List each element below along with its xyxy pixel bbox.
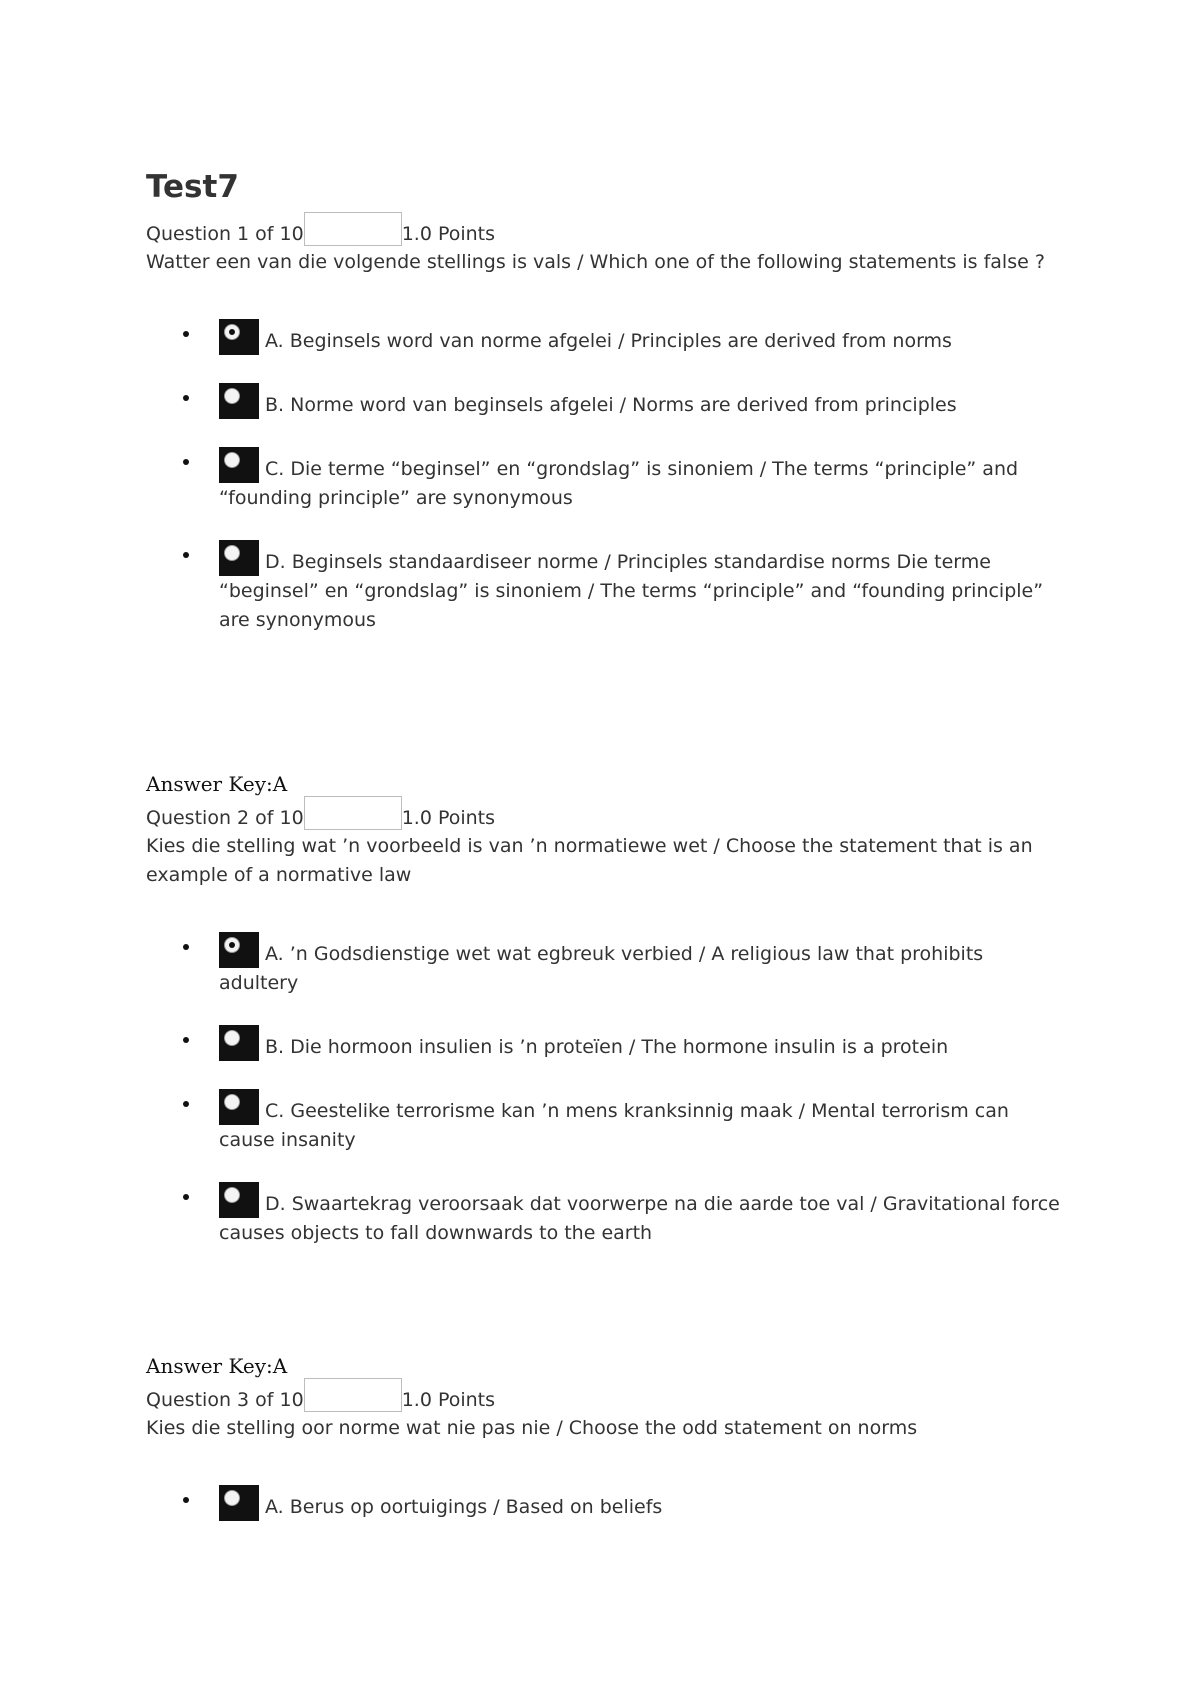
answer-option [146,932,1066,998]
question-number: Question 2 of 10 [146,807,304,829]
answer-option [146,540,1066,635]
answer-key: Answer Key:A [146,1354,288,1378]
answer-options [146,1485,1066,1522]
question-text: Kies die stelling wat ’n voorbeeld is van ’n normatiewe wet / Choose the statement that is an example of a normative law [146,835,1033,886]
answer-options [146,319,1066,635]
answer-option [146,1485,1066,1522]
answer-option [146,1089,1066,1155]
bullet-icon [183,1194,189,1200]
radio-icon[interactable] [219,383,259,419]
answer-option [146,383,1066,420]
page-title: Test7 [146,169,239,205]
bullet-icon [183,944,189,950]
radio-icon[interactable] [219,540,259,576]
question-points: 1.0 Points [401,1389,496,1411]
bullet-icon [183,331,189,337]
option-text: D. Swaartekrag veroorsaak dat voorwerpe na die aarde toe val / Gravitational force causes objects to fall downwards to the earth [219,1193,1060,1244]
radio-icon[interactable] [219,1025,259,1061]
question-block [146,766,1066,1248]
question-meta [146,212,1066,246]
option-text: C. Die terme “beginsel” en “grondslag” is sinoniem / The terms “principle” and “founding principle” are synonymous [219,458,1019,509]
bullet-icon [183,1037,189,1043]
question-number: Question 3 of 10 [146,1389,304,1411]
answer-option [146,319,1066,356]
option-text: C. Geestelike terrorisme kan ’n mens kranksinnig maak / Mental terrorism can cause insanity [219,1100,1009,1151]
option-text: A. Beginsels word van norme afgelei / Principles are derived from norms [265,330,952,352]
bullet-icon [183,459,189,465]
question-points: 1.0 Points [401,223,496,245]
question-block [146,1348,1066,1522]
option-text: A. Berus op oortuigings / Based on beliefs [265,1496,663,1518]
bullet-icon [183,395,189,401]
question-text: Kies die stelling oor norme wat nie pas nie / Choose the odd statement on norms [146,1417,918,1439]
radio-icon[interactable] [219,1182,259,1218]
radio-icon[interactable] [219,1089,259,1125]
option-text: B. Die hormoon insulien is ’n proteïen / The hormone insulin is a protein [265,1036,949,1058]
points-input-box[interactable] [304,796,402,830]
question-meta [146,796,1066,830]
bullet-icon [183,552,189,558]
answer-options [146,932,1066,1248]
radio-icon[interactable] [219,1485,259,1521]
question-text: Watter een van die volgende stellings is vals / Which one of the following statements is false ? [146,251,1045,273]
answer-option [146,1025,1066,1062]
answer-option [146,1182,1066,1248]
radio-icon[interactable] [219,447,259,483]
answer-key: Answer Key:A [146,772,288,796]
option-text: B. Norme word van beginsels afgelei / Norms are derived from principles [265,394,957,416]
points-input-box[interactable] [304,212,402,246]
answer-option [146,447,1066,513]
points-input-box[interactable] [304,1378,402,1412]
bullet-icon [183,1497,189,1503]
radio-selected-icon[interactable] [219,319,259,355]
option-text: D. Beginsels standaardiseer norme / Principles standardise norms Die terme “beginsel” en “grondslag” is sinoniem / The terms “principle” and “founding principle” are synonymous [219,551,1044,631]
question-number: Question 1 of 10 [146,223,304,245]
question-block [146,212,1066,635]
bullet-icon [183,1101,189,1107]
question-meta [146,1378,1066,1412]
question-points: 1.0 Points [401,807,496,829]
radio-selected-icon[interactable] [219,932,259,968]
option-text: A. ’n Godsdienstige wet wat egbreuk verbied / A religious law that prohibits adultery [219,943,984,994]
